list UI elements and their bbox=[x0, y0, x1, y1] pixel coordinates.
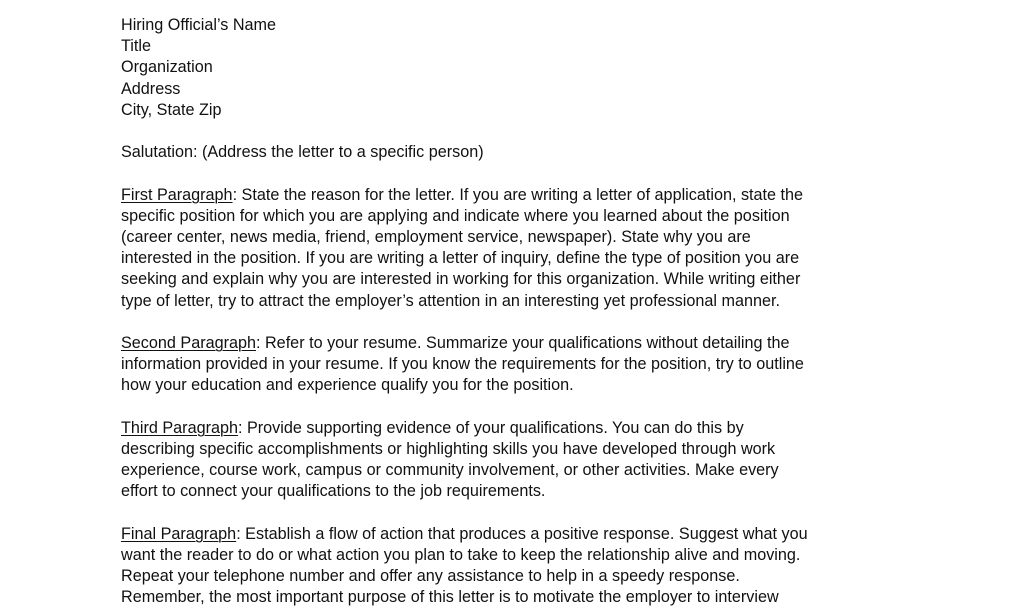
paragraph-line: (career center, news media, friend, employment service, newspaper). State why you are bbox=[121, 228, 751, 246]
paragraph-line bbox=[121, 333, 911, 354]
paragraph-text: : Refer to your resume. Summarize your qualifications without detailing the bbox=[256, 334, 790, 352]
paragraph-text: : State the reason for the letter. If you are writing a letter of application, state the bbox=[232, 185, 804, 204]
final-paragraph bbox=[121, 524, 911, 609]
paragraph-line bbox=[121, 524, 911, 545]
paragraph-line: specific position for which you are applying and indicate where you learned about the position bbox=[121, 206, 790, 225]
paragraph-heading: Second Paragraph bbox=[121, 334, 256, 352]
paragraph-line: describing specific accomplishments or highlighting skills you have developed through work bbox=[121, 440, 776, 458]
paragraph-line: information provided in your resume. If you know the requirements for the position, try to outline bbox=[121, 355, 804, 374]
first-paragraph bbox=[121, 185, 911, 312]
paragraph-line bbox=[121, 418, 911, 439]
paragraph-heading: Third Paragraph bbox=[121, 418, 238, 437]
paragraph-line: experience, course work, campus or community involvement, or other activities. Make every bbox=[121, 461, 779, 480]
paragraph-text: : Provide supporting evidence of your qualifications. You can do this by bbox=[237, 418, 744, 437]
paragraph-line: type of letter, try to attract the employer’s attention in an interesting yet professional manner. bbox=[121, 291, 780, 310]
third-paragraph bbox=[121, 418, 911, 503]
paragraph-heading: Final Paragraph bbox=[121, 524, 237, 543]
paragraph-text: : Establish a flow of action that produces a positive response. Suggest what you bbox=[236, 524, 808, 543]
organization-line: Organization bbox=[121, 58, 213, 77]
paragraph-line: Repeat your telephone number and offer any assistance to help in a speedy response. bbox=[121, 567, 740, 586]
paragraph-line: interested in the position. If you are writing a letter of inquiry, define the type of position you are bbox=[121, 249, 800, 268]
hiring-official-name: Hiring Official’s Name bbox=[121, 16, 277, 34]
letter-document bbox=[121, 15, 911, 609]
address-block bbox=[121, 15, 911, 121]
second-paragraph bbox=[121, 333, 911, 397]
city-state-zip-line: City, State Zip bbox=[121, 100, 222, 119]
paragraph-line: Remember, the most important purpose of this letter is to motivate the employer to interview bbox=[121, 588, 779, 607]
paragraph-heading: First Paragraph bbox=[121, 185, 233, 204]
paragraph-line: effort to connect your qualifications to the job requirements. bbox=[121, 482, 546, 501]
paragraph-line bbox=[121, 185, 911, 206]
salutation-line: Salutation: (Address the letter to a specific person) bbox=[121, 143, 484, 162]
hiring-official-title: Title bbox=[121, 37, 151, 56]
paragraph-line: how your education and experience qualify you for the position. bbox=[121, 376, 574, 395]
paragraph-line: seeking and explain why you are interested in working for this organization. While writing either bbox=[121, 270, 801, 289]
address-line: Address bbox=[121, 79, 181, 98]
paragraph-line: want the reader to do or what action you plan to take to keep the relationship alive and moving. bbox=[121, 546, 801, 564]
